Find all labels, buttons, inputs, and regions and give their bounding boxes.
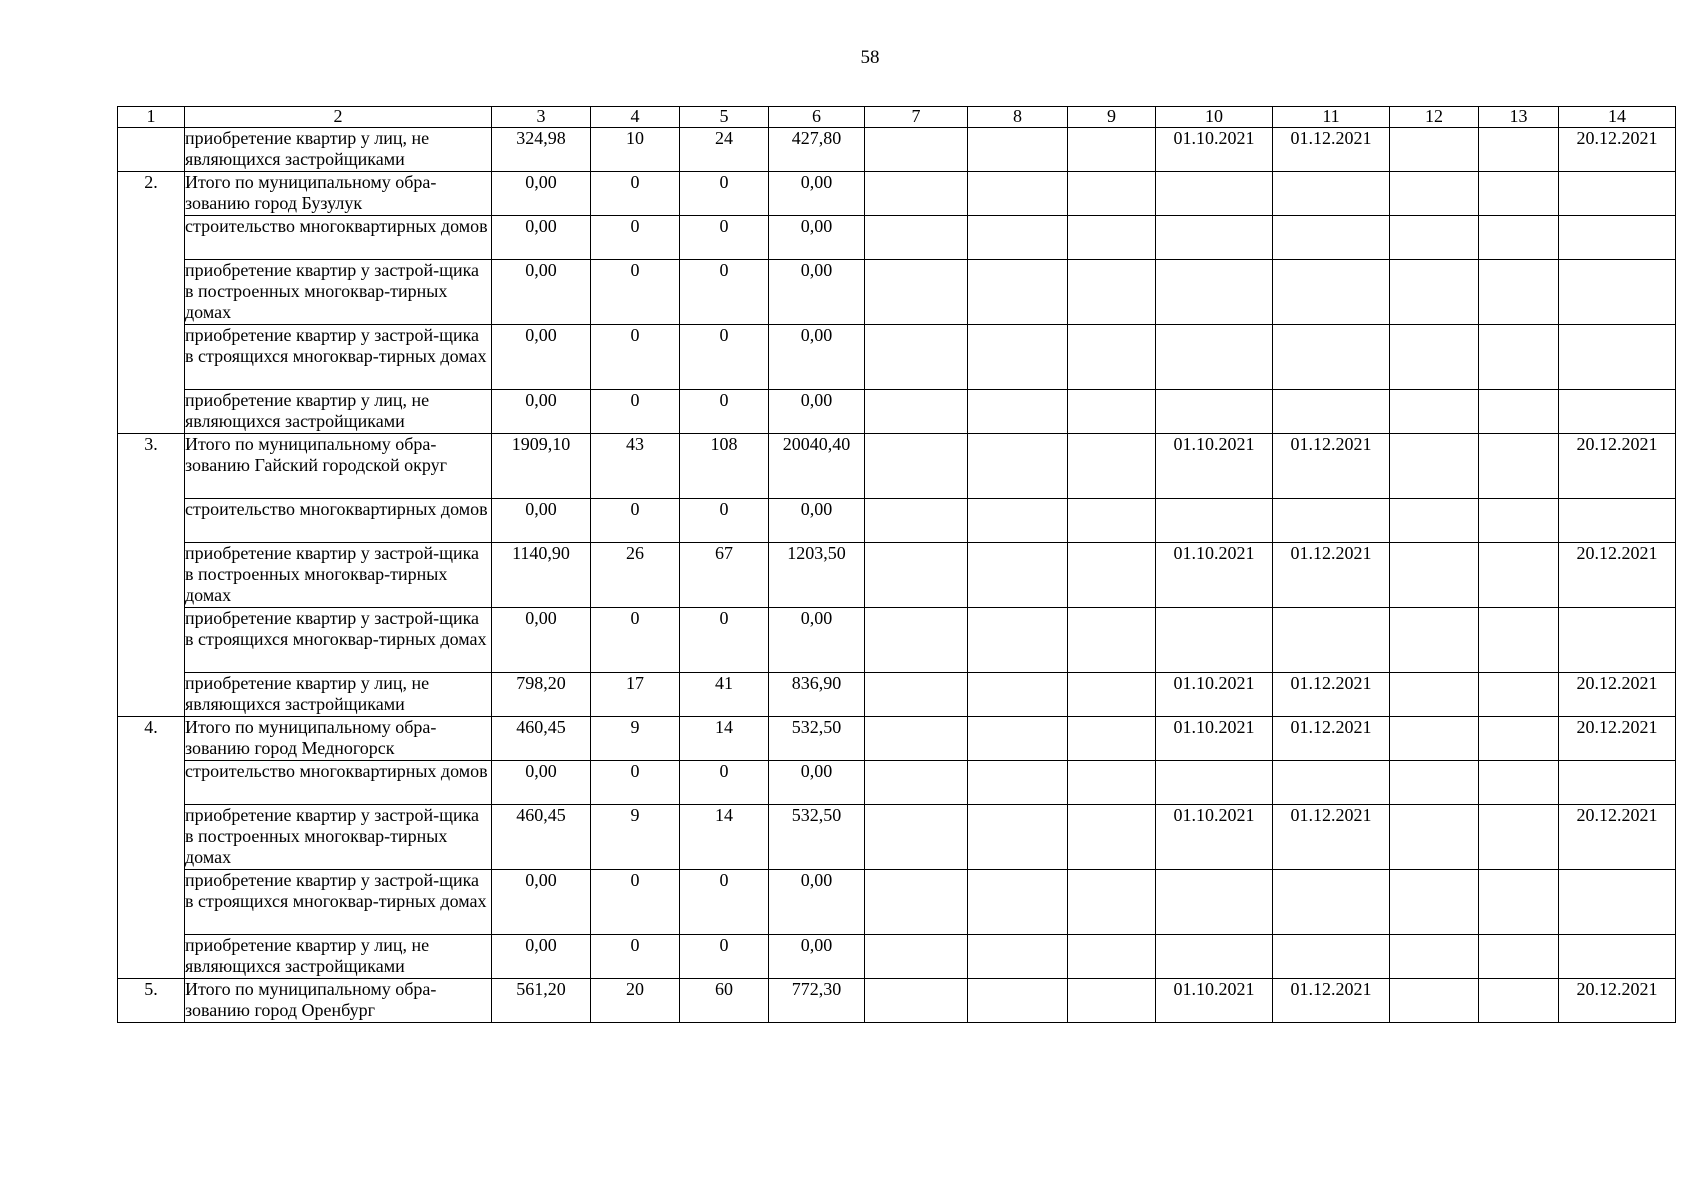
cell-col-4: 20	[591, 979, 680, 1023]
cell-col-3: 460,45	[492, 805, 591, 870]
cell-col-9	[1068, 543, 1156, 608]
cell-col-10: 01.10.2021	[1156, 128, 1273, 172]
cell-col-14	[1559, 325, 1676, 390]
cell-col-3: 0,00	[492, 216, 591, 260]
table-row	[118, 979, 1676, 1023]
cell-col-7	[865, 608, 968, 673]
cell-col-6: 532,50	[769, 805, 865, 870]
row-index-cell: 4.	[118, 717, 185, 979]
cell-col-8	[968, 673, 1068, 717]
cell-col-9	[1068, 390, 1156, 434]
cell-col-12	[1390, 717, 1479, 761]
cell-col-8	[968, 325, 1068, 390]
cell-col-5: 0	[680, 608, 769, 673]
cell-col-3: 0,00	[492, 325, 591, 390]
cell-col-7	[865, 979, 968, 1023]
cell-col-14: 20.12.2021	[1559, 543, 1676, 608]
cell-col-6: 0,00	[769, 870, 865, 935]
cell-col-14: 20.12.2021	[1559, 805, 1676, 870]
description-cell: приобретение квартир у лиц, не являющихся застройщиками	[185, 128, 492, 172]
cell-col-11: 01.12.2021	[1273, 434, 1390, 499]
cell-col-8	[968, 761, 1068, 805]
cell-col-12	[1390, 434, 1479, 499]
table-row	[118, 935, 1676, 979]
cell-col-4: 0	[591, 260, 680, 325]
cell-col-13	[1479, 805, 1559, 870]
column-header: 10	[1156, 107, 1273, 128]
cell-col-13	[1479, 717, 1559, 761]
cell-col-6: 532,50	[769, 717, 865, 761]
column-header: 3	[492, 107, 591, 128]
cell-col-9	[1068, 935, 1156, 979]
cell-col-10	[1156, 260, 1273, 325]
cell-col-3: 561,20	[492, 979, 591, 1023]
cell-col-13	[1479, 434, 1559, 499]
cell-col-10	[1156, 870, 1273, 935]
cell-col-4: 9	[591, 805, 680, 870]
cell-col-3: 0,00	[492, 870, 591, 935]
table-row	[118, 128, 1676, 172]
cell-col-4: 0	[591, 172, 680, 216]
cell-col-14: 20.12.2021	[1559, 128, 1676, 172]
description-cell: Итого по муниципальному обра-зованию город Медногорск	[185, 717, 492, 761]
cell-col-4: 0	[591, 761, 680, 805]
cell-col-12	[1390, 543, 1479, 608]
cell-col-6: 0,00	[769, 172, 865, 216]
cell-col-11	[1273, 870, 1390, 935]
description-cell: приобретение квартир у застрой-щика в строящихся многоквар-тирных домах	[185, 870, 492, 935]
cell-col-14	[1559, 608, 1676, 673]
cell-col-14	[1559, 870, 1676, 935]
description-cell: строительство многоквартирных домов	[185, 761, 492, 805]
cell-col-9	[1068, 216, 1156, 260]
cell-col-4: 0	[591, 499, 680, 543]
cell-col-8	[968, 979, 1068, 1023]
column-header: 11	[1273, 107, 1390, 128]
cell-col-4: 17	[591, 673, 680, 717]
cell-col-7	[865, 172, 968, 216]
cell-col-12	[1390, 935, 1479, 979]
cell-col-11: 01.12.2021	[1273, 805, 1390, 870]
cell-col-4: 0	[591, 325, 680, 390]
cell-col-14	[1559, 260, 1676, 325]
cell-col-14: 20.12.2021	[1559, 979, 1676, 1023]
cell-col-9	[1068, 128, 1156, 172]
cell-col-10: 01.10.2021	[1156, 717, 1273, 761]
cell-col-12	[1390, 390, 1479, 434]
cell-col-4: 0	[591, 870, 680, 935]
cell-col-3: 0,00	[492, 935, 591, 979]
cell-col-10	[1156, 390, 1273, 434]
description-cell: приобретение квартир у застрой-щика в построенных многоквар-тирных домах	[185, 260, 492, 325]
cell-col-3: 1909,10	[492, 434, 591, 499]
cell-col-6: 772,30	[769, 979, 865, 1023]
table-body	[118, 128, 1676, 1023]
cell-col-12	[1390, 608, 1479, 673]
cell-col-13	[1479, 128, 1559, 172]
row-index-cell	[118, 128, 185, 172]
cell-col-10: 01.10.2021	[1156, 543, 1273, 608]
description-cell: Итого по муниципальному обра-зованию Гайский городской округ	[185, 434, 492, 499]
cell-col-6: 0,00	[769, 325, 865, 390]
description-cell: приобретение квартир у застрой-щика в строящихся многоквар-тирных домах	[185, 608, 492, 673]
cell-col-4: 26	[591, 543, 680, 608]
cell-col-3: 0,00	[492, 390, 591, 434]
cell-col-6: 427,80	[769, 128, 865, 172]
description-cell: Итого по муниципальному обра-зованию город Бузулук	[185, 172, 492, 216]
cell-col-3: 1140,90	[492, 543, 591, 608]
cell-col-7	[865, 128, 968, 172]
cell-col-11	[1273, 325, 1390, 390]
cell-col-7	[865, 673, 968, 717]
cell-col-9	[1068, 979, 1156, 1023]
cell-col-5: 14	[680, 717, 769, 761]
cell-col-9	[1068, 608, 1156, 673]
cell-col-3: 0,00	[492, 172, 591, 216]
cell-col-12	[1390, 260, 1479, 325]
description-cell: строительство многоквартирных домов	[185, 216, 492, 260]
cell-col-3: 324,98	[492, 128, 591, 172]
cell-col-7	[865, 805, 968, 870]
cell-col-8	[968, 543, 1068, 608]
cell-col-12	[1390, 172, 1479, 216]
cell-col-10	[1156, 172, 1273, 216]
description-cell: приобретение квартир у лиц, не являющихся застройщиками	[185, 935, 492, 979]
cell-col-7	[865, 543, 968, 608]
cell-col-8	[968, 128, 1068, 172]
cell-col-14	[1559, 390, 1676, 434]
cell-col-13	[1479, 761, 1559, 805]
row-index-cell: 2.	[118, 172, 185, 434]
page-number: 58	[860, 47, 880, 68]
cell-col-7	[865, 499, 968, 543]
cell-col-6: 0,00	[769, 260, 865, 325]
cell-col-13	[1479, 608, 1559, 673]
cell-col-8	[968, 870, 1068, 935]
cell-col-9	[1068, 717, 1156, 761]
table-row	[118, 543, 1676, 608]
cell-col-5: 0	[680, 216, 769, 260]
cell-col-6: 0,00	[769, 761, 865, 805]
row-index-cell: 5.	[118, 979, 185, 1023]
column-header: 9	[1068, 107, 1156, 128]
cell-col-7	[865, 325, 968, 390]
column-header: 14	[1559, 107, 1676, 128]
table-row	[118, 761, 1676, 805]
cell-col-5: 0	[680, 870, 769, 935]
cell-col-14	[1559, 172, 1676, 216]
cell-col-14: 20.12.2021	[1559, 434, 1676, 499]
cell-col-11	[1273, 260, 1390, 325]
table-row	[118, 390, 1676, 434]
cell-col-6: 0,00	[769, 608, 865, 673]
cell-col-7	[865, 216, 968, 260]
cell-col-13	[1479, 979, 1559, 1023]
cell-col-11	[1273, 216, 1390, 260]
cell-col-8	[968, 935, 1068, 979]
cell-col-5: 0	[680, 935, 769, 979]
cell-col-3: 0,00	[492, 260, 591, 325]
cell-col-7	[865, 717, 968, 761]
cell-col-5: 24	[680, 128, 769, 172]
cell-col-12	[1390, 128, 1479, 172]
row-index-cell: 3.	[118, 434, 185, 717]
cell-col-10: 01.10.2021	[1156, 673, 1273, 717]
cell-col-5: 14	[680, 805, 769, 870]
column-header: 7	[865, 107, 968, 128]
cell-col-8	[968, 390, 1068, 434]
cell-col-10: 01.10.2021	[1156, 805, 1273, 870]
table-row	[118, 260, 1676, 325]
description-cell: строительство многоквартирных домов	[185, 499, 492, 543]
cell-col-7	[865, 390, 968, 434]
cell-col-6: 0,00	[769, 390, 865, 434]
cell-col-4: 0	[591, 390, 680, 434]
cell-col-13	[1479, 390, 1559, 434]
cell-col-8	[968, 499, 1068, 543]
cell-col-9	[1068, 870, 1156, 935]
cell-col-12	[1390, 805, 1479, 870]
cell-col-7	[865, 761, 968, 805]
cell-col-13	[1479, 499, 1559, 543]
cell-col-14	[1559, 935, 1676, 979]
cell-col-13	[1479, 260, 1559, 325]
column-header: 13	[1479, 107, 1559, 128]
column-header: 2	[185, 107, 492, 128]
cell-col-13	[1479, 216, 1559, 260]
cell-col-11	[1273, 761, 1390, 805]
table-header-row	[118, 107, 1676, 128]
cell-col-4: 0	[591, 608, 680, 673]
cell-col-11	[1273, 608, 1390, 673]
cell-col-7	[865, 260, 968, 325]
cell-col-7	[865, 935, 968, 979]
cell-col-14: 20.12.2021	[1559, 717, 1676, 761]
cell-col-9	[1068, 673, 1156, 717]
cell-col-12	[1390, 870, 1479, 935]
cell-col-4: 0	[591, 216, 680, 260]
table-row	[118, 608, 1676, 673]
cell-col-11	[1273, 172, 1390, 216]
cell-col-9	[1068, 499, 1156, 543]
cell-col-3: 460,45	[492, 717, 591, 761]
cell-col-11: 01.12.2021	[1273, 717, 1390, 761]
cell-col-11: 01.12.2021	[1273, 543, 1390, 608]
table-row	[118, 499, 1676, 543]
cell-col-12	[1390, 325, 1479, 390]
column-header: 4	[591, 107, 680, 128]
cell-col-6: 836,90	[769, 673, 865, 717]
cell-col-8	[968, 805, 1068, 870]
table-row	[118, 434, 1676, 499]
cell-col-8	[968, 216, 1068, 260]
column-header: 6	[769, 107, 865, 128]
description-cell: приобретение квартир у застрой-щика в строящихся многоквар-тирных домах	[185, 325, 492, 390]
cell-col-8	[968, 608, 1068, 673]
table-row	[118, 805, 1676, 870]
table-row	[118, 216, 1676, 260]
cell-col-11: 01.12.2021	[1273, 673, 1390, 717]
cell-col-5: 67	[680, 543, 769, 608]
cell-col-10: 01.10.2021	[1156, 979, 1273, 1023]
cell-col-4: 0	[591, 935, 680, 979]
cell-col-8	[968, 172, 1068, 216]
cell-col-10	[1156, 761, 1273, 805]
column-header: 12	[1390, 107, 1479, 128]
table-row	[118, 325, 1676, 390]
cell-col-13	[1479, 172, 1559, 216]
cell-col-6: 0,00	[769, 499, 865, 543]
cell-col-13	[1479, 935, 1559, 979]
cell-col-5: 0	[680, 390, 769, 434]
table-row	[118, 717, 1676, 761]
table-row	[118, 870, 1676, 935]
description-cell: приобретение квартир у лиц, не являющихся застройщиками	[185, 673, 492, 717]
cell-col-13	[1479, 543, 1559, 608]
cell-col-13	[1479, 325, 1559, 390]
cell-col-6: 0,00	[769, 935, 865, 979]
cell-col-10	[1156, 216, 1273, 260]
cell-col-5: 41	[680, 673, 769, 717]
cell-col-13	[1479, 870, 1559, 935]
cell-col-12	[1390, 673, 1479, 717]
cell-col-9	[1068, 805, 1156, 870]
cell-col-5: 0	[680, 172, 769, 216]
cell-col-6: 0,00	[769, 216, 865, 260]
cell-col-11	[1273, 935, 1390, 979]
cell-col-9	[1068, 325, 1156, 390]
column-header: 5	[680, 107, 769, 128]
cell-col-14	[1559, 499, 1676, 543]
cell-col-10	[1156, 325, 1273, 390]
cell-col-5: 60	[680, 979, 769, 1023]
cell-col-5: 0	[680, 499, 769, 543]
cell-col-13	[1479, 673, 1559, 717]
cell-col-3: 0,00	[492, 499, 591, 543]
cell-col-3: 0,00	[492, 761, 591, 805]
cell-col-11	[1273, 499, 1390, 543]
cell-col-7	[865, 870, 968, 935]
description-cell: приобретение квартир у лиц, не являющихся застройщиками	[185, 390, 492, 434]
description-cell: приобретение квартир у застрой-щика в построенных многоквар-тирных домах	[185, 805, 492, 870]
cell-col-10	[1156, 499, 1273, 543]
cell-col-9	[1068, 434, 1156, 499]
cell-col-5: 0	[680, 325, 769, 390]
cell-col-12	[1390, 499, 1479, 543]
cell-col-10: 01.10.2021	[1156, 434, 1273, 499]
cell-col-6: 1203,50	[769, 543, 865, 608]
cell-col-10	[1156, 935, 1273, 979]
cell-col-4: 43	[591, 434, 680, 499]
cell-col-14	[1559, 761, 1676, 805]
cell-col-9	[1068, 260, 1156, 325]
column-header: 1	[118, 107, 185, 128]
cell-col-7	[865, 434, 968, 499]
table-row	[118, 673, 1676, 717]
cell-col-12	[1390, 216, 1479, 260]
cell-col-14: 20.12.2021	[1559, 673, 1676, 717]
cell-col-11: 01.12.2021	[1273, 979, 1390, 1023]
cell-col-10	[1156, 608, 1273, 673]
cell-col-3: 0,00	[492, 608, 591, 673]
cell-col-5: 0	[680, 260, 769, 325]
cell-col-5: 108	[680, 434, 769, 499]
description-cell: Итого по муниципальному обра-зованию город Оренбург	[185, 979, 492, 1023]
cell-col-3: 798,20	[492, 673, 591, 717]
cell-col-9	[1068, 761, 1156, 805]
cell-col-11: 01.12.2021	[1273, 128, 1390, 172]
cell-col-8	[968, 434, 1068, 499]
cell-col-6: 20040,40	[769, 434, 865, 499]
cell-col-8	[968, 717, 1068, 761]
cell-col-9	[1068, 172, 1156, 216]
cell-col-14	[1559, 216, 1676, 260]
column-header: 8	[968, 107, 1068, 128]
data-table	[117, 106, 1676, 1023]
cell-col-4: 9	[591, 717, 680, 761]
description-cell: приобретение квартир у застрой-щика в построенных многоквар-тирных домах	[185, 543, 492, 608]
cell-col-8	[968, 260, 1068, 325]
cell-col-5: 0	[680, 761, 769, 805]
cell-col-4: 10	[591, 128, 680, 172]
cell-col-12	[1390, 761, 1479, 805]
cell-col-12	[1390, 979, 1479, 1023]
table-row	[118, 172, 1676, 216]
cell-col-11	[1273, 390, 1390, 434]
